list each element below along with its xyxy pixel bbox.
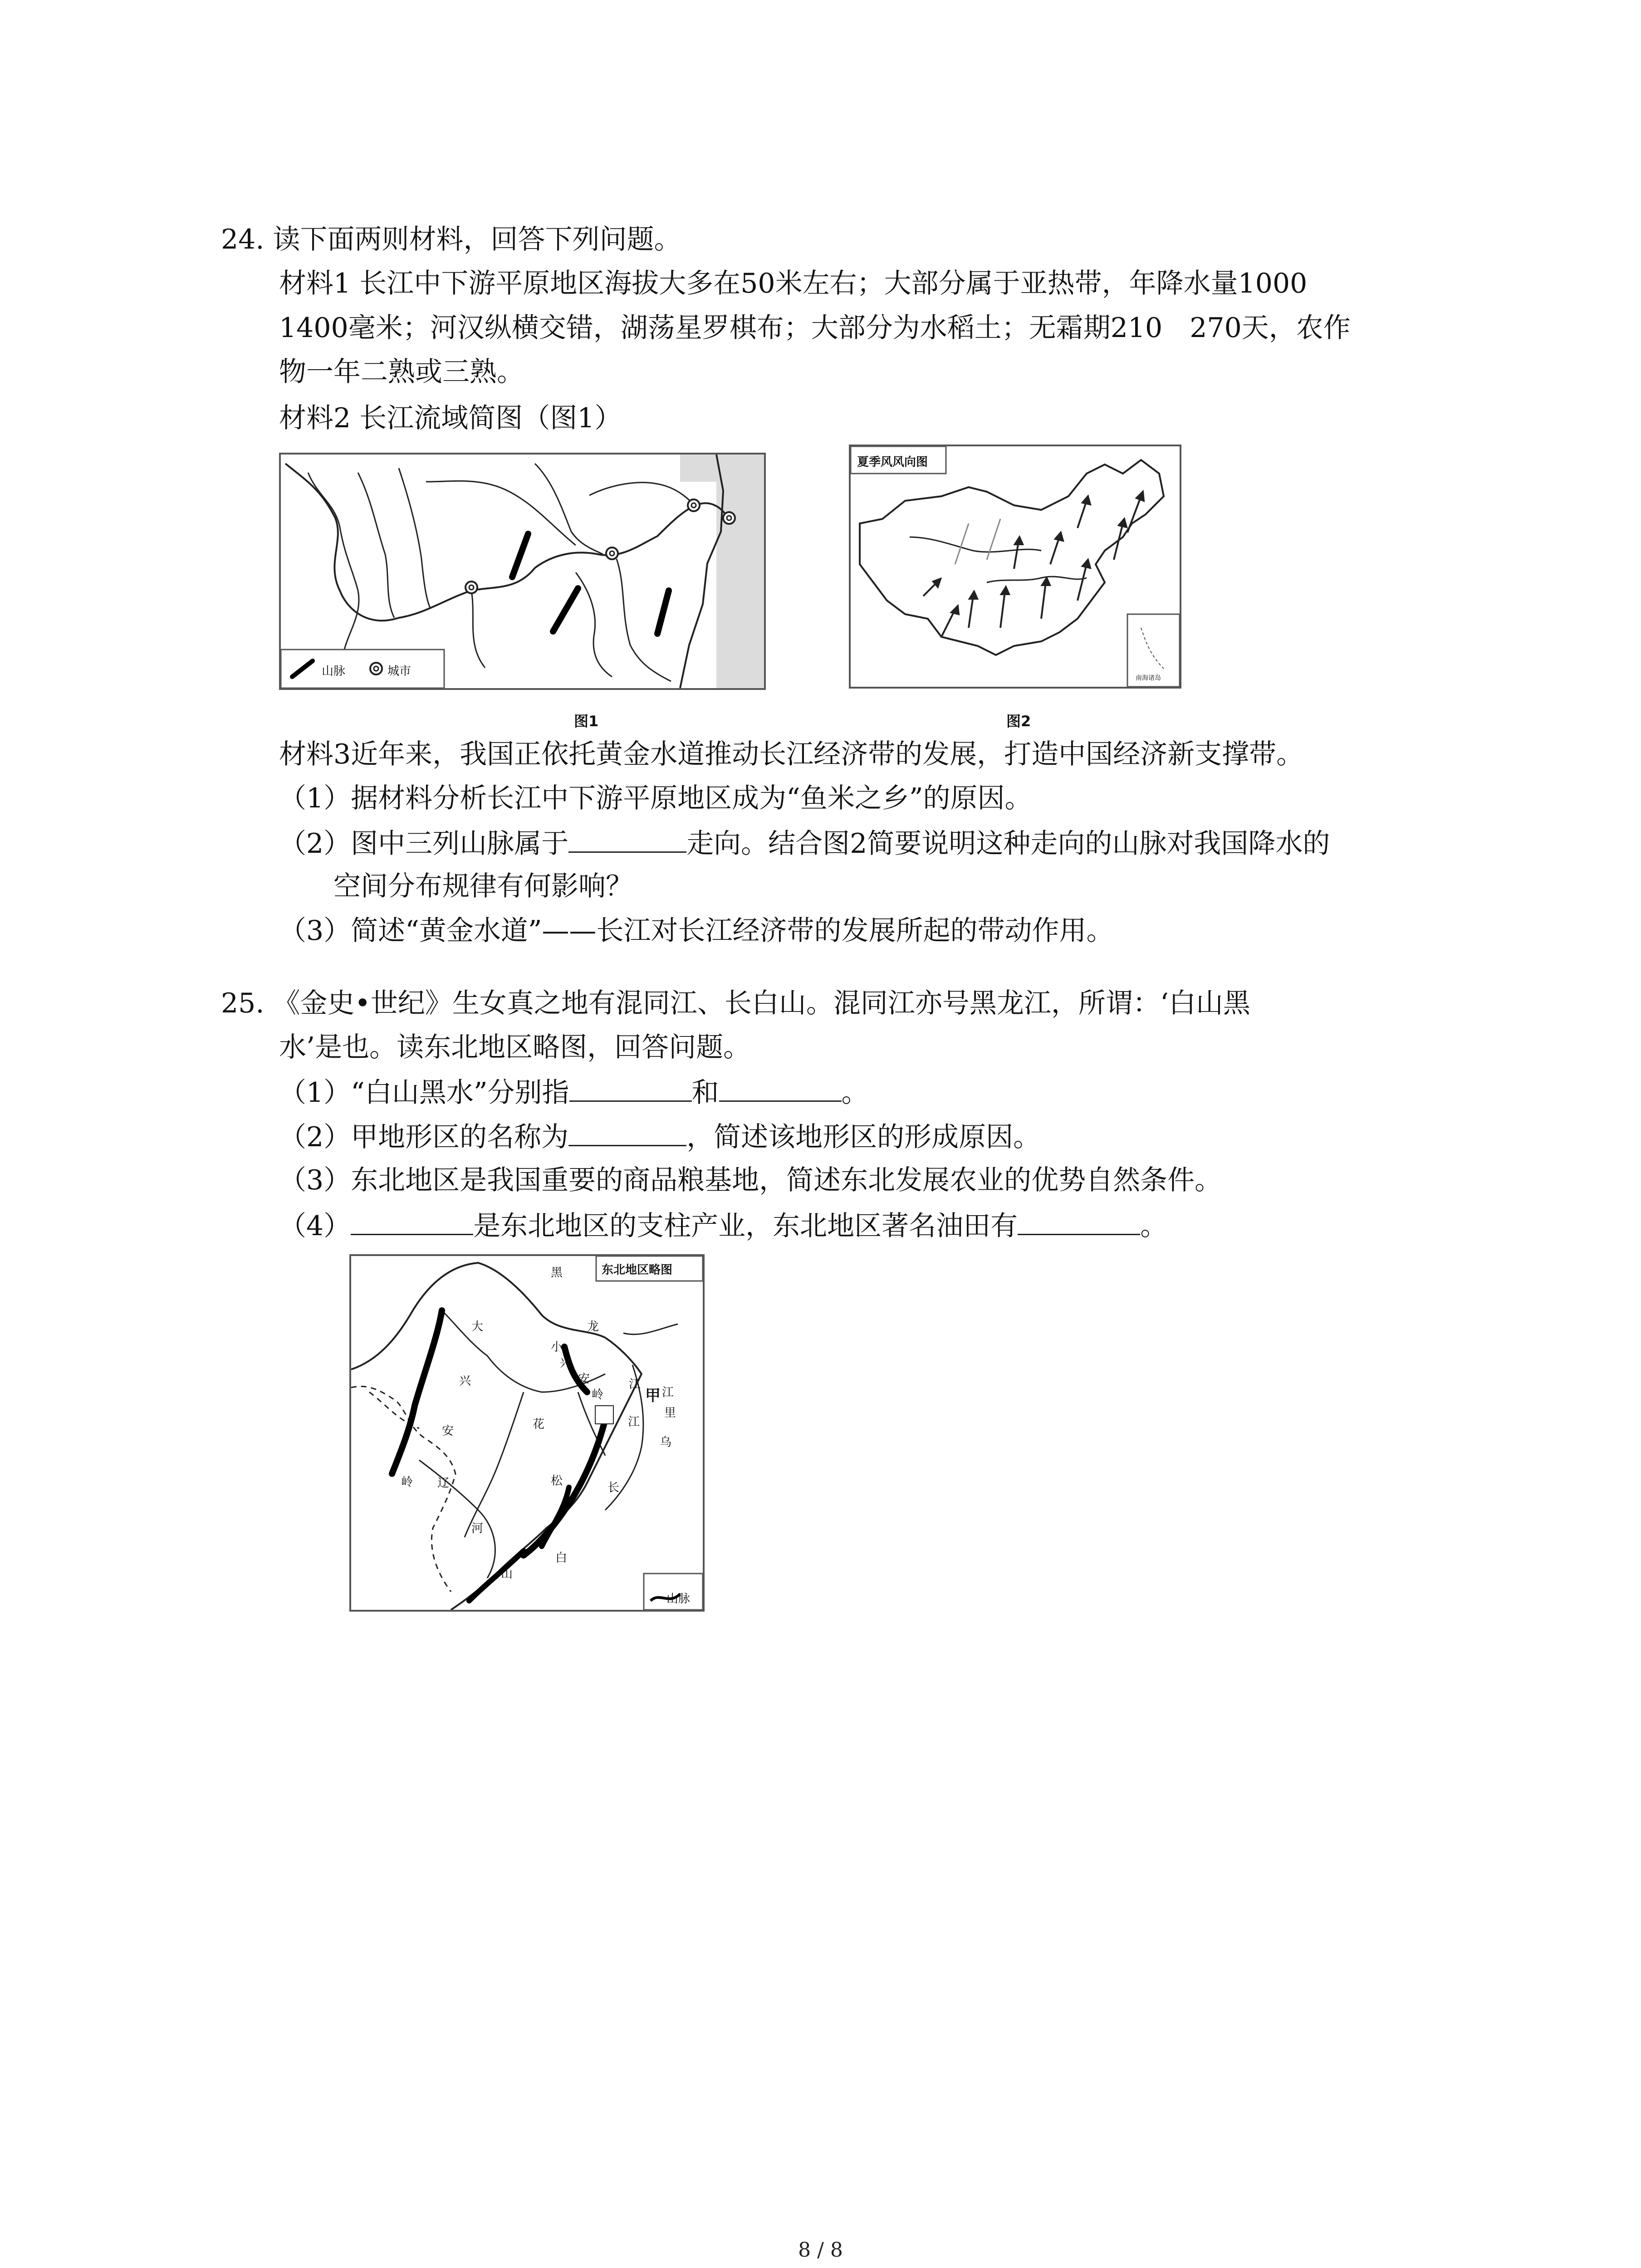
q25-sub2-text-b: ，简述该地形区的形成原因。 <box>686 1121 1041 1153</box>
q24-material1-line2: 1400毫米；河汉纵横交错，湖荡星罗棋布；大部分为水稻土；无霜期210 270天，农作 <box>279 312 1351 344</box>
answer-blank-black-water[interactable] <box>719 1073 842 1102</box>
label-jiang-wusuli: 江 <box>662 1386 674 1399</box>
label-hua: 花 <box>533 1418 545 1431</box>
q25-sub1-text-a: （1）“白山黑水”分别指 <box>279 1077 569 1109</box>
label-an-big: 安 <box>442 1424 454 1438</box>
q25-sub2 <box>279 1118 1040 1155</box>
q24-material1-line1: 材料1 长江中下游平原地区海拔大多在50米左右；大部分属于亚热带，年降水量1000 <box>279 268 1308 299</box>
figure-northeast-china-map <box>349 1254 705 1612</box>
q25-sub1 <box>279 1073 869 1111</box>
q25-sub4-text-a: （4） <box>279 1210 351 1242</box>
q24-sub1: （1）据材料分析长江中下游平原地区成为“鱼米之乡”的原因。 <box>279 782 1032 814</box>
answer-blank-oilfield[interactable] <box>1018 1207 1140 1235</box>
q25-sub2-text-a: （2）甲地形区的名称为 <box>279 1121 569 1153</box>
figure1-caption: 图1 <box>574 713 599 730</box>
answer-blank-white-mountain[interactable] <box>569 1073 692 1102</box>
q25-sub1-text-c: 。 <box>841 1077 869 1109</box>
yangtze-map-graphic <box>281 455 764 688</box>
label-li: 里 <box>664 1406 676 1420</box>
q24-stem: 24. 读下面两则材料，回答下列问题。 <box>221 224 681 255</box>
monsoon-map-graphic <box>851 446 1180 687</box>
label-shan: 山 <box>501 1567 513 1581</box>
monsoon-map-title: 夏季风风向图 <box>857 455 928 469</box>
label-hei: 黑 <box>551 1266 563 1280</box>
label-chang: 长 <box>607 1481 620 1495</box>
label-ling-small: 岭 <box>592 1388 604 1402</box>
label-he: 河 <box>471 1522 484 1535</box>
south-china-sea-inset-label: 南海诸岛 <box>1136 675 1161 682</box>
label-da: 大 <box>471 1320 484 1334</box>
q24-sub2-line2: 空间分布规律有何影响？ <box>333 870 633 902</box>
answer-blank-pillar-industry[interactable] <box>351 1207 473 1235</box>
q25-stem-line2: 水’是也。读东北地区略图，回答问题。 <box>279 1031 751 1063</box>
legend-mountain-label: 山脉 <box>322 665 346 678</box>
answer-blank-mountain-direction[interactable] <box>568 824 686 853</box>
q24-material3: 材料3近年来，我国正依托黄金水道推动长江经济带的发展，打造中国经济新支撑带。 <box>279 738 1304 770</box>
label-xiao: 小 <box>551 1340 563 1354</box>
figure-summer-monsoon-map <box>849 445 1181 689</box>
legend-city-label: 城市 <box>387 665 411 678</box>
figure-yangtze-basin-map <box>279 453 766 690</box>
label-bai: 白 <box>555 1551 568 1565</box>
q24-sub2 <box>279 824 1330 862</box>
label-song: 松 <box>551 1474 563 1488</box>
label-ling-big: 岭 <box>401 1476 413 1489</box>
northeast-map-legend-label: 山脉 <box>666 1592 691 1606</box>
page-number: 8 / 8 <box>798 2239 843 2262</box>
label-an-small: 安 <box>578 1372 590 1386</box>
q24-sub3: （3）简述“黄金水道”——长江对长江经济带的发展所起的带动作用。 <box>279 915 1114 947</box>
label-wu: 乌 <box>660 1436 672 1449</box>
label-jia: 甲 <box>645 1387 661 1405</box>
q25-stem-line1: 25. 《金史•世纪》生女真之地有混同江、长白山。混同江亦号黑龙江，所谓：‘白山黑 <box>221 987 1250 1019</box>
label-liao: 辽 <box>437 1476 450 1490</box>
label-xing-small: 兴 <box>560 1356 572 1370</box>
q24-sub2-text-a: （2）图中三列山脉属于 <box>279 828 569 860</box>
label-xing-big: 兴 <box>459 1374 471 1388</box>
q25-sub3: （3）东北地区是我国重要的商品粮基地，简述东北发展农业的优势自然条件。 <box>279 1164 1222 1196</box>
answer-blank-landform-name[interactable] <box>568 1118 686 1146</box>
label-long: 龙 <box>587 1320 599 1334</box>
q24-material2: 材料2 长江流域简图（图1） <box>279 402 622 434</box>
northeast-map-title: 东北地区略图 <box>602 1263 673 1277</box>
q24-sub2-text-b: 走向。结合图2简要说明这种走向的山脉对我国降水的 <box>686 828 1330 860</box>
northeast-map-graphic <box>351 1256 703 1610</box>
q25-sub4-text-b: 是东北地区的支柱产业，东北地区著名油田有 <box>473 1210 1018 1242</box>
label-jiang-songhua: 江 <box>628 1415 640 1429</box>
figure2-caption: 图2 <box>1006 713 1031 730</box>
q25-sub4 <box>279 1207 1167 1244</box>
q24-material1-line3: 物一年二熟或三熟。 <box>279 356 524 388</box>
label-jiang-heilong: 江 <box>629 1378 641 1391</box>
q25-sub1-text-b: 和 <box>691 1077 719 1109</box>
q25-sub4-text-c: 。 <box>1140 1210 1168 1242</box>
